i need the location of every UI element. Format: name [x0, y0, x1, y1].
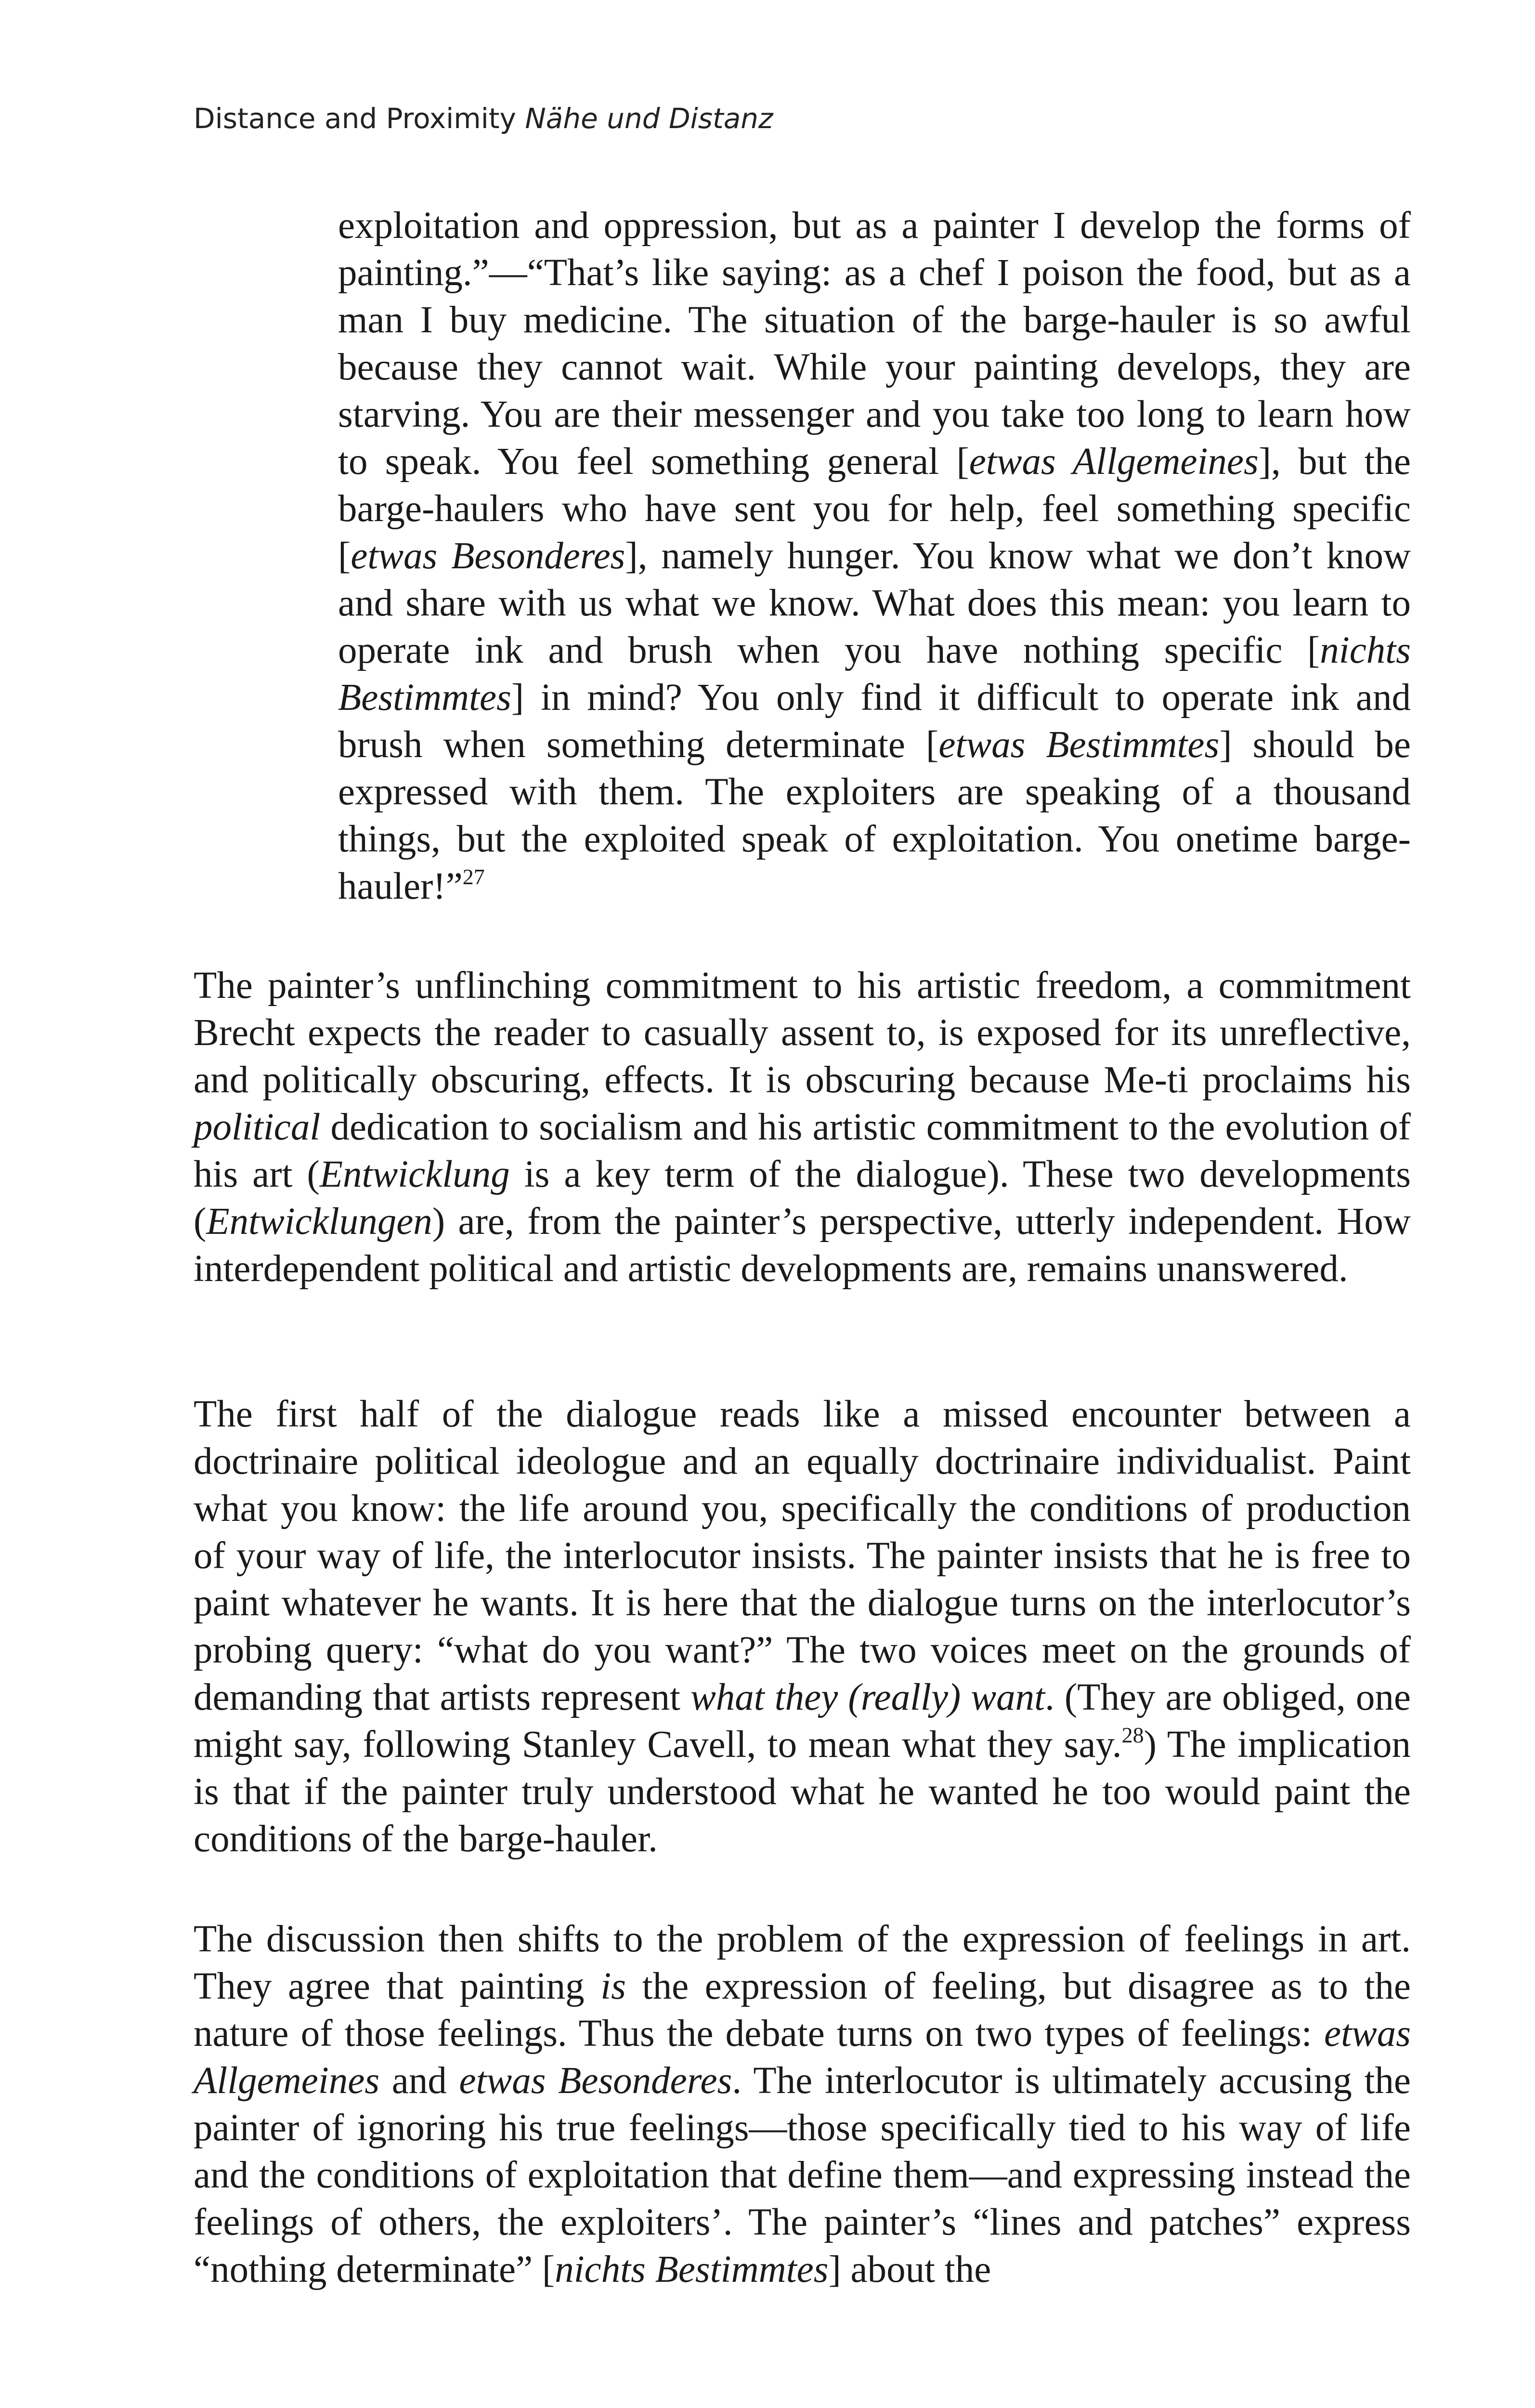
paragraph-text: is a key term of the dialogue). These two developments ( [194, 1153, 1411, 1243]
footnote-marker: 27 [462, 864, 485, 889]
quote-italic-term: etwas Besonderes [351, 535, 625, 577]
quote-text: ] should be expressed with them. The exploiters are speaking of a thousand things, but the exploited speak of exploitation. You onetime barge-hauler!” [338, 724, 1411, 907]
paragraph-text: the expression of feeling, but disagree as to the nature of those feelings. Thus the debate turns on two types of feelings: [194, 1965, 1411, 2055]
body-paragraph [194, 1391, 1411, 1863]
paragraph-text: and [379, 2060, 459, 2102]
quote-text: ], but the barge-haulers who have sent you for help, feel something specific [ [338, 441, 1411, 577]
quote-italic-term: etwas Bestimmtes [938, 724, 1220, 766]
body-paragraph [194, 962, 1411, 1293]
paragraph-italic-term: what they (really) want [690, 1676, 1045, 1718]
paragraph-italic-term: etwas Allgemeines [194, 2013, 1411, 2102]
paragraph-text: dedication to socialism and his artistic commitment to the evolution of his art ( [194, 1106, 1411, 1195]
paragraph-text: . The interlocutor is ultimately accusing the painter of ignoring his true feelings—those specifically tied to his way of life and the conditions of exploitation that define them—and expressing instead the feelings of others, the exploiters’. The painter’s “lines and patches” express “nothing determinate” [ [194, 2060, 1411, 2290]
body-paragraph [194, 1916, 1411, 2293]
paragraph-text: ) The implication is that if the painter truly understood what he wanted he too would paint the conditions of the barge-hauler. [194, 1724, 1411, 1860]
paragraph-italic-term: Entwicklung [319, 1153, 510, 1195]
block-quote [338, 202, 1411, 910]
paragraph-italic-term: nichts Bestimmtes [555, 2249, 829, 2290]
quote-text: exploitation and oppression, but as a painter I develop the forms of painting.”—“That’s like saying: as a chef I poison the food, but as a man I buy medicine. The situation of the barge-hauler is so awful because they cannot wait. While your painting develops, they are starving. You are their messenger and you take too long to learn how to speak. You feel something general [ [338, 205, 1411, 483]
paragraph-text: The painter’s unflinching commitment to his artistic freedom, a commitment Brecht expects the reader to casually assent to, is exposed for its unreflective, and politically obscuring, effects. It is obscuring because Me-ti proclaims his [194, 965, 1411, 1101]
paragraph-italic-term: political [194, 1106, 321, 1148]
running-head-subtitle: Nähe und Distanz [525, 102, 773, 135]
paragraph-italic-term: etwas Besonderes [459, 2060, 732, 2102]
paragraph-italic-term: Entwicklungen [206, 1201, 432, 1243]
paragraph-text: ) are, from the painter’s perspective, utterly independent. How interdependent political and artistic developments are, remains unanswered. [194, 1201, 1411, 1290]
quote-text: ], namely hunger. You know what we don’t know and share with us what we know. What does this mean: you learn to operate ink and brush when you have nothing specific [ [338, 535, 1411, 671]
quote-text: ] in mind? You only find it difficult to operate ink and brush when something determinate [ [338, 677, 1411, 766]
running-head-title: Distance and Proximity [194, 102, 516, 135]
footnote-marker: 28 [1121, 1723, 1144, 1747]
quote-italic-term: nichts Bestimmtes [338, 629, 1411, 719]
paragraph-text: The first half of the dialogue reads like a missed encounter between a doctrinaire political ideologue and an equally doctrinaire individualist. Paint what you know: the life around you, specifically the conditions of production of your way of life, the interlocutor insists. The painter insists that he is free to paint whatever he wants. It is here that the dialogue turns on the interlocutor’s probing query: “what do you want?” The two voices meet on the grounds of demanding that artists represent [194, 1393, 1411, 1718]
paragraph-text: ] about the [828, 2249, 991, 2290]
paragraph-text: . (They are obliged, one might say, following Stanley Cavell, to mean what they say. [194, 1676, 1411, 1766]
paragraph-italic-term: is [600, 1965, 626, 2007]
quote-italic-term: etwas Allgemeines [969, 441, 1259, 483]
paragraph-text: The discussion then shifts to the problem of the expression of feelings in art. They agree that painting [194, 1918, 1411, 2007]
running-head [194, 99, 773, 138]
